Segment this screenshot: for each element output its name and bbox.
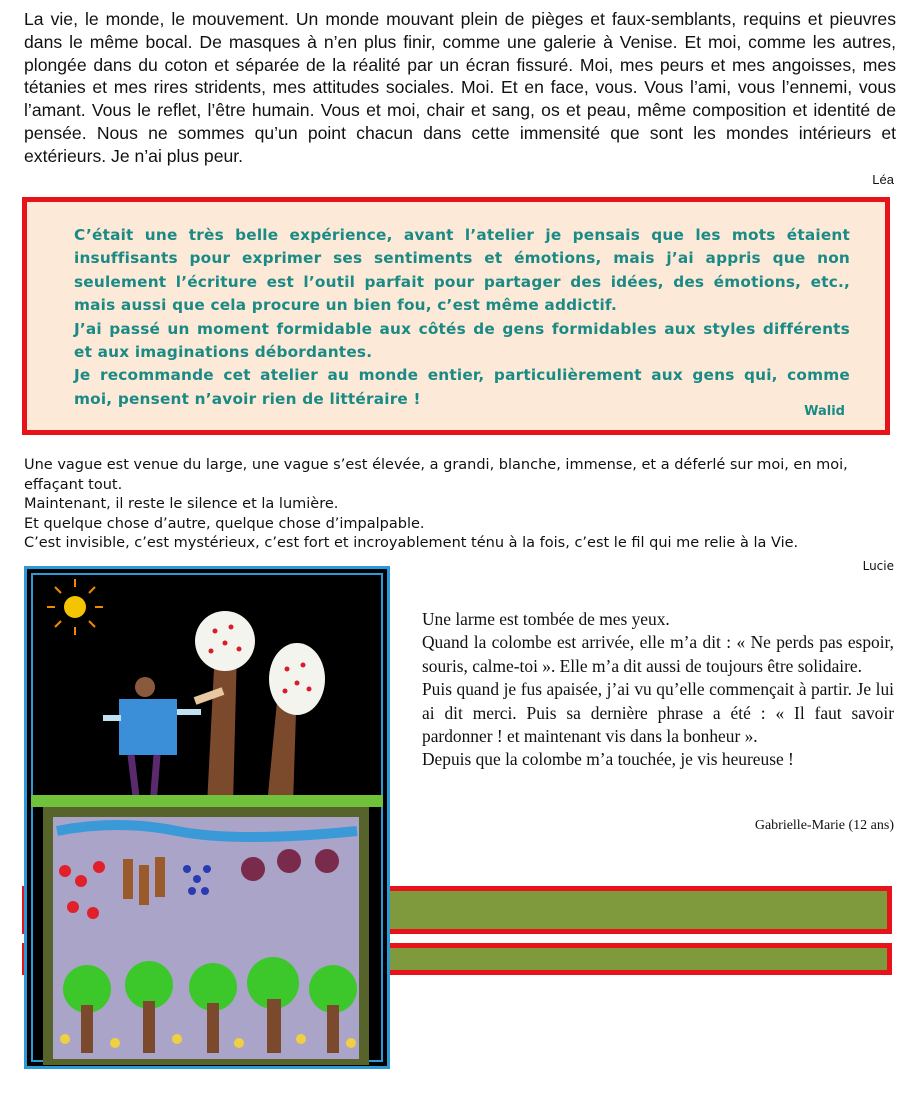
person-drawing [103,677,223,805]
walid-signature: Walid [804,404,845,419]
grass-strip [31,795,383,807]
walid-paragraph: Je recommande cet atelier au monde entier, particulièrement aux gens qui, comme moi, pensent n’avoir rien de littéraire ! [74,366,850,408]
gabrielle-line: Puis quand je fus apaisée, j’ai vu qu’elle commençait à partir. Je lui ai dit merci. Puis sa dernière phrase a été : « Il faut savoir pardonner ! et maintenant vis dans la bonheur ». [422,679,894,747]
child-drawing-illustration [27,569,387,1066]
gabrielle-line: Depuis que la colombe m’a touchée, je vis heureuse ! [422,749,794,770]
gabrielle-line: Quand la colombe est arrivée, elle m’a dit : « Ne perds pas espoir, souris, calme-toi ». Elle m’a dit aussi de toujours être solidaire. [422,632,894,676]
gabrielle-signature: Gabrielle-Marie (12 ans) [754,818,894,833]
lea-paragraph: La vie, le monde, le mouvement. Un monde mouvant plein de pièges et faux-semblants, requins et pieuvres dans le même bocal. De masques à n’en plus finir, comme une galerie à Venise. Et moi, comme les autres, plongée dans du coton et séparée de la réalité par un écran fissuré. Moi, mes peurs et mes angoisses, mes tétanies et mes rires stridents, mes attitudes sociales. Moi. Et en face, vous. Vous l’ami, vous l’ennemi, vous l’amant. Vous le reflet, l’être humain. Vous et moi, chair et sang, os et peau, même composition et identité de pensée. Nous ne sommes qu’un point chacun dans cette immensité que sont les mondes intérieurs et extérieurs. Je n’ai plus peur. [24,9,896,166]
lucie-signature: Lucie [862,559,894,573]
gabrielle-line: Une larme est tombée de mes yeux. [422,609,670,629]
gabrielle-text [422,608,894,772]
tree-drawing [195,611,325,805]
walid-text [74,224,850,411]
walid-testimonial-box [22,197,890,435]
lucie-line: Maintenant, il reste le silence et la lumière. [24,496,339,512]
garden-painting [43,807,369,1065]
walid-paragraph: J’ai passé un moment formidable aux côtés de gens formidables aux styles différents et aux imaginations débordantes. [74,319,850,362]
walid-paragraph: C’était une très belle expérience, avant l’atelier je pensais que les mots étaient insuffisants pour exprimer ses sentiments et émotions, mais j’ai appris que non seulement l’écriture est l’outil parfait pour partager des idées, des émotions, etc., mais aussi que cela procure un bien fou, c’est même addictif. [74,226,850,315]
lucie-line: Une vague est venue du large, une vague s’est élevée, a grandi, blanche, immense, et a déferlé sur moi, en moi, effaçant tout. [24,457,848,493]
lucie-line: Et quelque chose d’autre, quelque chose d’impalpable. [24,515,425,532]
sun-drawing [47,579,103,635]
lucie-line: C’est invisible, c’est mystérieux, c’est fort et incroyablement ténu à la fois, c’est le fil qui me relie à la Vie. [24,535,799,551]
child-drawing [24,566,390,1069]
lucie-text [24,456,896,554]
lea-signature: Léa [872,172,894,187]
